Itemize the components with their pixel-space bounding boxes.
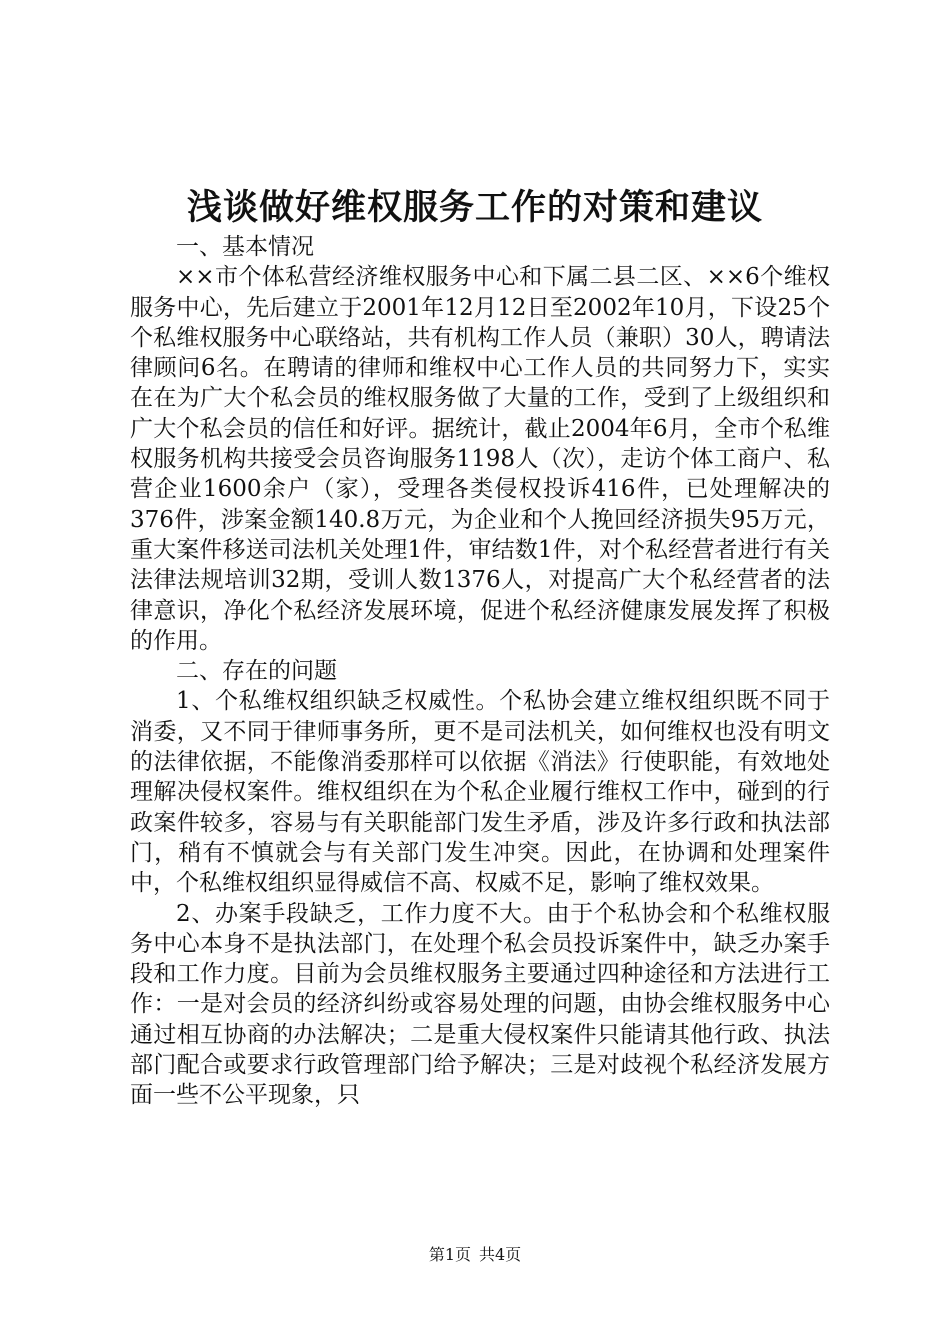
document-title: 浅谈做好维权服务工作的对策和建议: [186, 187, 763, 228]
document-body: [130, 232, 830, 1111]
paragraph-basic-situation: ××市个体私营经济维权服务中心和下属二县二区、××6个维权服务中心，先后建立于2001年12月12日至2002年10月，下设25个个私维权服务中心联络站，共有机构工作人员（兼职）30人，聘请法律顾问6名。在聘请的律师和维权中心工作人员的共同努力下，实实在在为广大个私会员的维权服务做了大量的工作，受到了上级组织和广大个私会员的信任和好评。据统计，截止2004年6月，全市个私维权服务机构共接受会员咨询服务1198人（次），走访个体工商户、私营企业1600余户（家），受理各类侵权投诉416件，已处理解决的376件，涉案金额140.8万元，为企业和个人挽回经济损失95万元，重大案件移送司法机关处理1件，审结数1件，对个私经营者进行有关法律法规培训32期，受训人数1376人，对提高广大个私经营者的法律意识，净化个私经济发展环境，促进个私经济健康发展发挥了积极的作用。: [130, 264, 830, 654]
page-footer: [0, 1244, 950, 1266]
section-heading-basic-situation: 一、基本情况: [176, 234, 314, 260]
section-heading-problems: 二、存在的问题: [176, 658, 337, 685]
paragraph-problem-1: 1、个私维权组织缺乏权威性。个私协会建立维权组织既不同于消委，又不同于律师事务所，更不是司法机关，如何维权也没有明文的法律依据，不能像消委那样可以依据《消法》行使职能，有效地处理解决侵权案件。维权组织在为个私企业履行维权工作中，碰到的行政案件较多，容易与有关职能部门发生矛盾，涉及许多行政和执法部门，稍有不慎就会与有关部门发生冲突。因此，在协调和处理案件中，个私维权组织显得威信不高、权威不足，影响了维权效果。: [130, 688, 830, 897]
page-total: 共4页: [479, 1245, 522, 1264]
page-number: 第1页: [428, 1245, 471, 1264]
paragraph-problem-2: 2、办案手段缺乏，工作力度不大。由于个私协会和个私维权服务中心本身不是执法部门，在处理个私会员投诉案件中，缺乏办案手段和工作力度。目前为会员维权服务主要通过四种途径和方法进行工作：一是对会员的经济纠纷或容易处理的问题，由协会维权服务中心通过相互协商的办法解决；二是重大侵权案件只能请其他行政、执法部门配合或要求行政管理部门给予解决；三是对歧视个私经济发展方面一些不公平现象，只: [130, 900, 830, 1109]
